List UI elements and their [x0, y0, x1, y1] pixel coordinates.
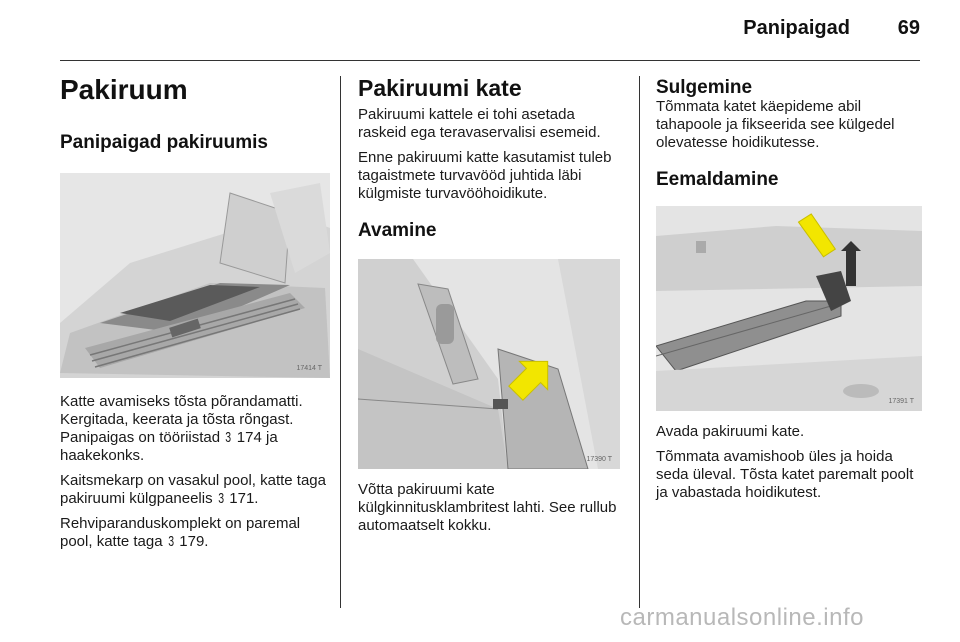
subtitle-eemaldamine: Eemaldamine [656, 169, 779, 190]
paragraph-seat-belt-guides: Enne pakiruumi katte kasutamist tuleb tagaistmete turvavööd juhtida läbi külgmiste turvavööhoidikute. [358, 149, 612, 202]
column-divider-2 [639, 76, 640, 608]
figure-cover-removal [656, 206, 922, 411]
paragraph-cover-load-warning: Pakiruumi kattele ei tohi asetada raskeid ega teravaservalisi esemeid. [358, 106, 601, 141]
page-reference-icon: 3 [218, 490, 224, 507]
header-rule [60, 60, 920, 61]
cover-opening-illustration [358, 259, 620, 469]
page-header-section: Panipaigad [743, 17, 850, 39]
figure-code: 17390 T [586, 456, 612, 463]
figure-storage-compartment [60, 173, 330, 378]
subtitle-panipaigad-pakiruumis: Panipaigad pakiruumis [60, 132, 268, 153]
page-reference-icon: 3 [168, 533, 174, 550]
section-title-pakiruum: Pakiruum [60, 74, 188, 105]
paragraph-pull-lever: Tõmmata avamishoob üles ja hoida seda üleval. Tõsta katet paremalt poolt ja vabastada hoidikutest. [656, 448, 914, 501]
paragraph-tyre-repair-kit: Rehviparanduskomplekt on paremal pool, katte taga 3 179. [60, 515, 301, 550]
section-title-pakiruumi-kate: Pakiruumi kate [358, 75, 522, 101]
cover-removal-illustration [656, 206, 922, 411]
figure-code: 17414 T [296, 365, 322, 372]
column-3 [656, 72, 926, 502]
column-divider-1 [340, 76, 341, 608]
paragraph-release-cover: Võtta pakiruumi kate külgkinnitusklambritest lahti. See rullub automaatselt kokku. [358, 481, 617, 534]
page-number: 69 [897, 17, 920, 39]
paragraph-open-cover: Avada pakiruumi kate. [656, 423, 805, 440]
subtitle-avamine: Avamine [358, 220, 437, 241]
column-1 [60, 72, 330, 551]
paragraph-floor-mat: Katte avamiseks tõsta põrandamatti. Kergitada, keerata ja tõsta rõngast. Panipaigas on tööriistad 3 174 ja haakekonks. [60, 393, 303, 464]
page-reference-icon: 3 [225, 429, 232, 446]
watermark-text: carmanualsonline.info [620, 604, 864, 631]
paragraph-fuse-box: Kaitsmekarp on vasakul pool, katte taga pakiruumi külgpaneelis 3 171. [60, 472, 326, 507]
paragraph-closing: Tõmmata katet käepideme abil tahapoole ja fikseerida see külgedel olevatesse hoidikutesse. [656, 98, 895, 151]
column-2 [358, 72, 626, 535]
figure-code: 17391 T [888, 398, 914, 405]
figure-cover-opening [358, 259, 620, 469]
subtitle-sulgemine: Sulgemine [656, 77, 753, 98]
storage-compartment-illustration [60, 173, 330, 378]
